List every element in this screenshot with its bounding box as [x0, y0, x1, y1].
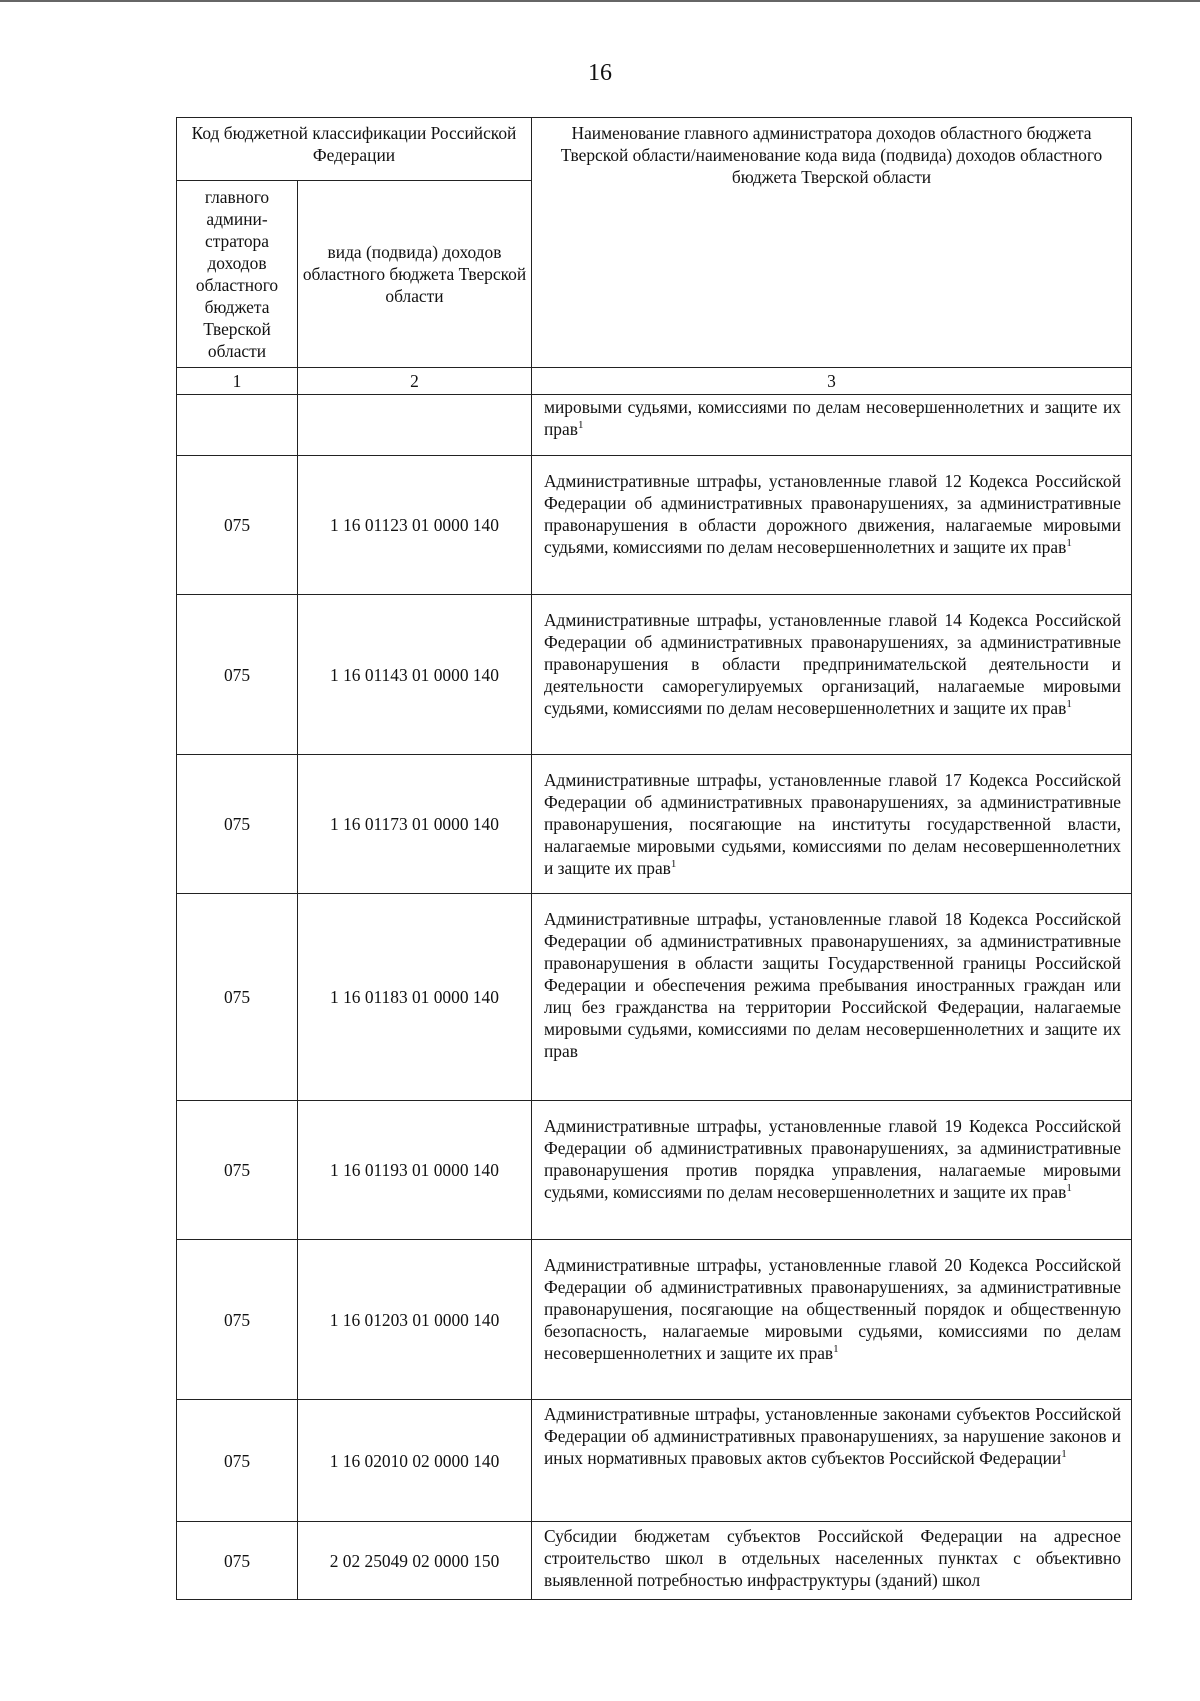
- column-number: 2: [298, 368, 532, 395]
- footnote-mark: 1: [1061, 1448, 1067, 1461]
- header-col1-title: главного админи-стратора доходов областного бюджета Тверской области: [177, 181, 298, 368]
- admin-code-cell: 075: [177, 1522, 298, 1600]
- income-code-cell: 2 02 25049 02 0000 150: [298, 1522, 532, 1600]
- description-text: Административные штрафы, установленные главой 14 Кодекса Российской Федерации об административных правонарушениях, за административные правонарушения в области предпринимательской деятельности и деятельности саморегулируемых организаций, налагаемые мировыми судьями, комиссиями по делам несовершеннолетних и защите их прав: [544, 610, 1121, 718]
- scan-top-edge: [0, 0, 1200, 2]
- column-number: 1: [177, 368, 298, 395]
- description-text: Административные штрафы, установленные главой 18 Кодекса Российской Федерации об административных правонарушениях, за административные правонарушения в области защиты Государственной границы Российской Федерации и обеспечения режима пребывания иностранных граждан или лиц без гражданства на территории Российской Федерации, налагаемые мировыми судьями, комиссиями по делам несовершеннолетних и защите их прав: [544, 909, 1121, 1061]
- description-cell: [532, 1101, 1132, 1240]
- column-number-row: [177, 368, 1132, 395]
- header-col3-title: Наименование главного администратора доходов областного бюджета Тверской области/наименование кода вида (подвида) доходов областного бюджета Тверской области: [532, 118, 1132, 368]
- budget-classification-table: [176, 117, 1132, 1600]
- description-cell: [532, 595, 1132, 755]
- admin-code-cell: 075: [177, 1400, 298, 1522]
- description-text: Административные штрафы, установленные главой 19 Кодекса Российской Федерации об административных правонарушениях, за административные правонарушения против порядка управления, налагаемые мировыми судьями, комиссиями по делам несовершеннолетних и защите их прав: [544, 1116, 1121, 1202]
- income-code-cell: 1 16 01123 01 0000 140: [298, 456, 532, 595]
- admin-code-cell: 075: [177, 755, 298, 894]
- income-code-cell: 1 16 01183 01 0000 140: [298, 894, 532, 1101]
- income-code-cell: [298, 395, 532, 456]
- description-text: Административные штрафы, установленные главой 20 Кодекса Российской Федерации об административных правонарушениях, за административные правонарушения, посягающие на общественный порядок и общественную безопасность, налагаемые мировыми судьями, комиссиями по делам несовершеннолетних и защите их прав: [544, 1255, 1121, 1363]
- description-cell: [532, 894, 1132, 1101]
- footnote-mark: 1: [670, 858, 677, 871]
- column-number: 3: [532, 368, 1132, 395]
- table-row: [177, 1240, 1132, 1400]
- table-row: [177, 894, 1132, 1101]
- table-row: [177, 1400, 1132, 1522]
- income-code-cell: 1 16 01173 01 0000 140: [298, 755, 532, 894]
- income-code-cell: 1 16 01143 01 0000 140: [298, 595, 532, 755]
- admin-code-cell: 075: [177, 1101, 298, 1240]
- description-cell: [532, 456, 1132, 595]
- income-code-cell: 1 16 01193 01 0000 140: [298, 1101, 532, 1240]
- table-rows: [177, 456, 1132, 1600]
- description-cell: [532, 1522, 1132, 1600]
- income-code-cell: 1 16 01203 01 0000 140: [298, 1240, 532, 1400]
- footnote-mark: 1: [833, 1343, 839, 1356]
- footnote-mark: 1: [1066, 1182, 1072, 1195]
- description-cell: [532, 1400, 1132, 1522]
- description-text: Административные штрафы, установленные главой 12 Кодекса Российской Федерации об административных правонарушениях, за административные правонарушения в области дорожного движения, налагаемые мировыми судьями, комиссиями по делам несовершеннолетних и защите их прав: [544, 471, 1121, 557]
- header-col2-title: вида (подвида) доходов областного бюджета Тверской области: [298, 181, 532, 368]
- header-group-title: Код бюджетной классификации Российской Федерации: [177, 118, 532, 181]
- admin-code-cell: [177, 395, 298, 456]
- table-row: [177, 755, 1132, 894]
- description-cell: [532, 755, 1132, 894]
- description-text: Субсидии бюджетам субъектов Российской Федерации на адресное строительство школ в отдельных населенных пунктах с объективно выявленной потребностью инфраструктуры (зданий) школ: [544, 1526, 1121, 1590]
- admin-code-cell: 075: [177, 595, 298, 755]
- table-header-row-1: [177, 118, 1132, 181]
- description-text: Административные штрафы, установленные главой 17 Кодекса Российской Федерации об административных правонарушениях, за административные правонарушения, посягающие на институты государственной власти, налагаемые мировыми судьями, комиссиями по делам несовершеннолетних и защите их прав: [544, 770, 1121, 878]
- description-cell: [532, 1240, 1132, 1400]
- table-row: [177, 1522, 1132, 1600]
- income-code-cell: 1 16 02010 02 0000 140: [298, 1400, 532, 1522]
- footnote-mark: 1: [1066, 537, 1072, 550]
- footnote-mark: 1: [1066, 698, 1072, 711]
- table-row: [177, 456, 1132, 595]
- table-row: [177, 1101, 1132, 1240]
- admin-code-cell: 075: [177, 894, 298, 1101]
- description-text: мировыми судьями, комиссиями по делам несовершеннолетних и защите их прав: [544, 397, 1121, 439]
- table-row: [177, 595, 1132, 755]
- page-number: 16: [588, 60, 612, 86]
- admin-code-cell: 075: [177, 1240, 298, 1400]
- admin-code-cell: 075: [177, 456, 298, 595]
- footnote-mark: 1: [577, 419, 584, 432]
- description-cell: [532, 395, 1132, 456]
- description-text: Административные штрафы, установленные законами субъектов Российской Федерации об административных правонарушениях, за нарушение законов и иных нормативных правовых актов субъектов Российской Федерации: [544, 1404, 1121, 1468]
- continuation-row: [177, 395, 1132, 456]
